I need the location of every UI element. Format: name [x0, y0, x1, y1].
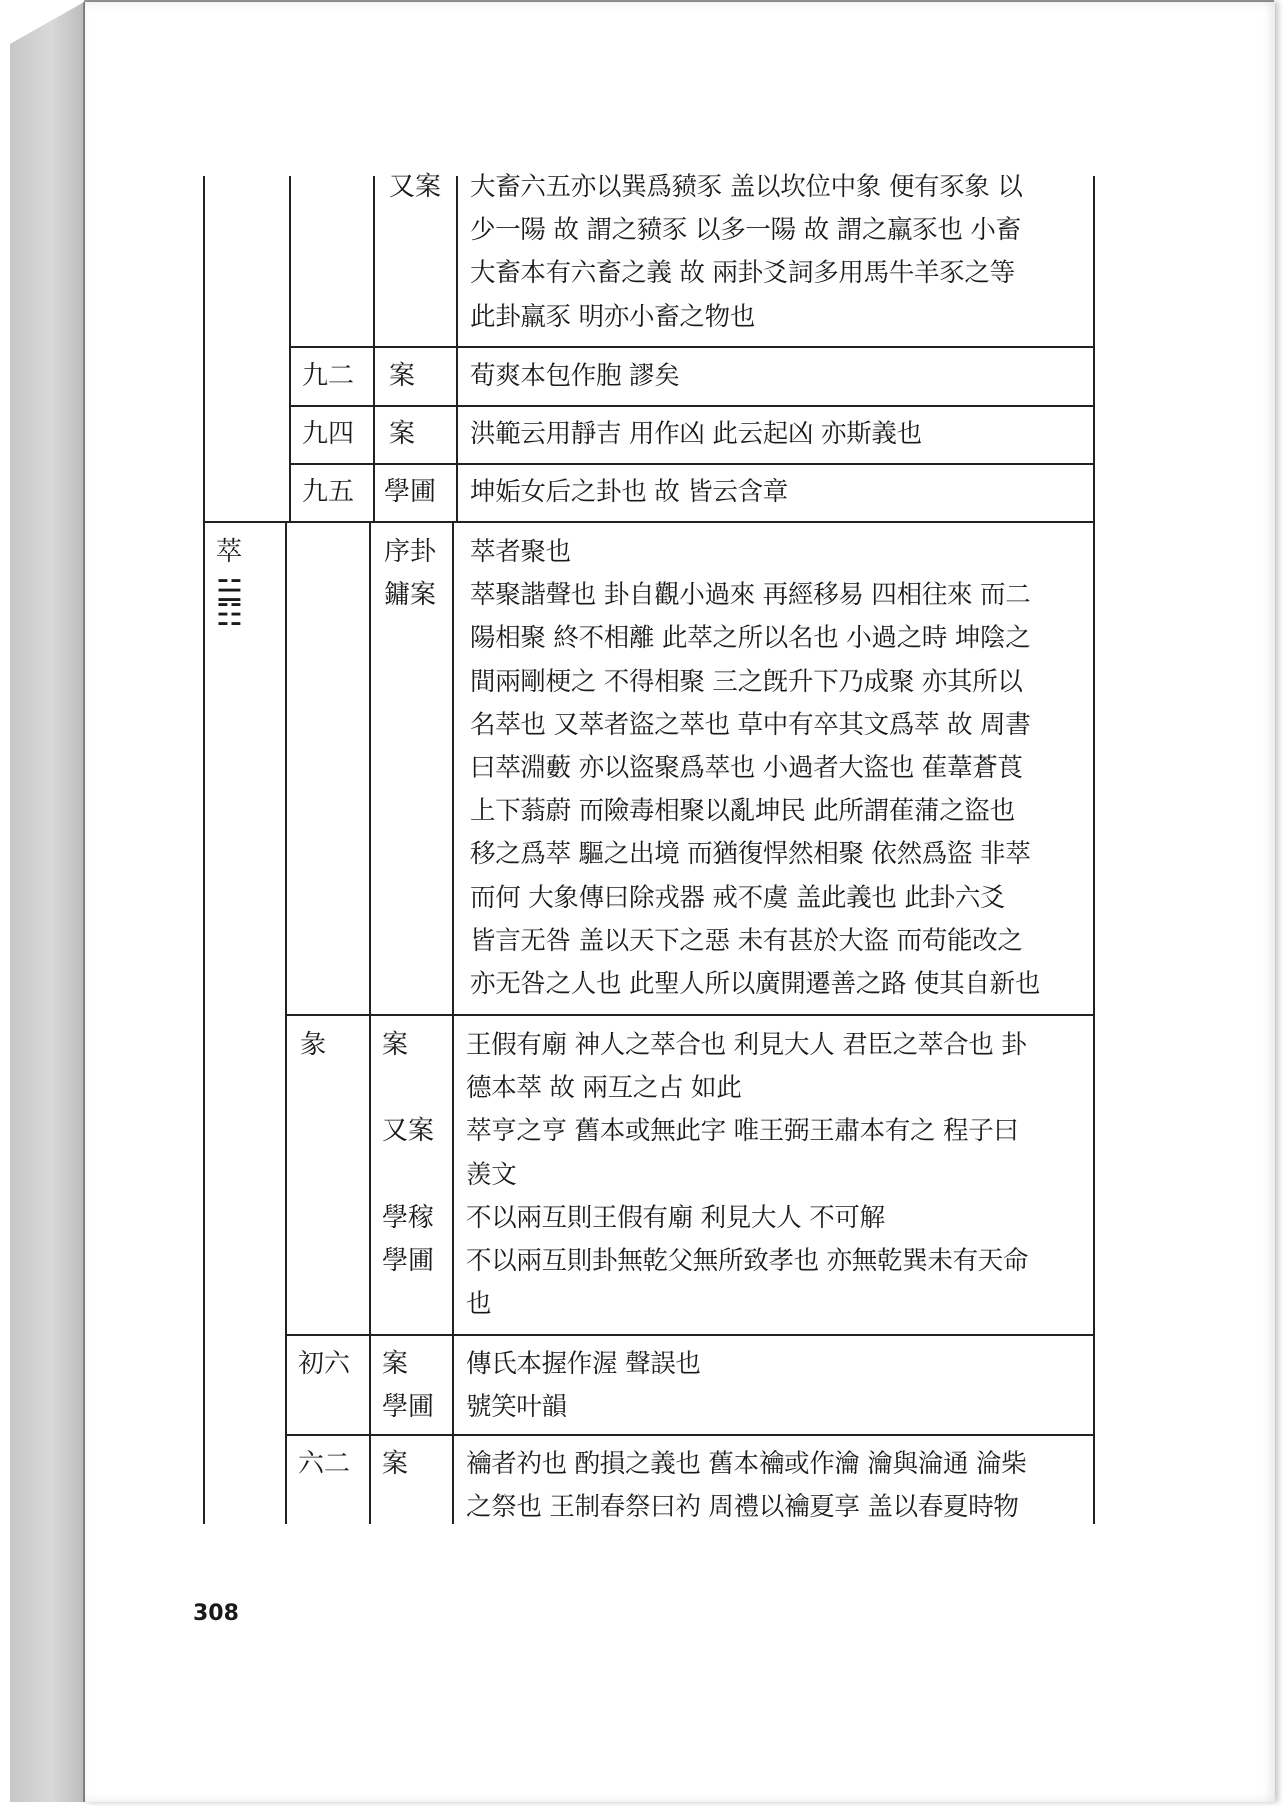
text-line: 荀爽本包作胞 謬矣 — [470, 361, 680, 391]
row-text-jiuer — [470, 355, 1100, 398]
text-line: 陽相聚 終不相離 此萃之所以名也 小過之時 坤陰之 — [470, 623, 1031, 654]
row-divider — [285, 1434, 1095, 1436]
text-line: 洪範云用靜吉 用作凶 此云起凶 亦斯義也 — [470, 419, 922, 449]
row-text-top — [470, 166, 1100, 339]
row-divider — [203, 521, 1095, 523]
text-line: 之祭也 王制春祭曰礿 周禮以禴夏享 盖以春夏時物 — [466, 1492, 1019, 1523]
row-sublabel-liuer: 案 — [382, 1449, 409, 1479]
text-line: 德本萃 故 兩互之占 如此 — [466, 1073, 742, 1104]
row-sublabel-top — [389, 166, 441, 209]
row-label-jiuwu: 九五 — [302, 477, 355, 507]
text-line: 名萃也 又萃者盜之萃也 草中有卒其文爲萃 故 周書 — [470, 709, 1031, 740]
text-line: 萃亨之亨 舊本或無此字 唯王弼王肅本有之 程子曰 — [466, 1116, 1019, 1147]
row-label-jiusi: 九四 — [302, 419, 355, 449]
hexagram-cui-symbol: ☱ ☷ — [216, 574, 243, 633]
column-divider-2-upper — [373, 176, 375, 522]
text-line: 不以兩互則卦無乾父無所致孝也 亦無乾巽未有天命 — [466, 1246, 1029, 1277]
text-line: 號笑叶韻 — [466, 1392, 567, 1423]
text-line: 間兩剛梗之 不得相聚 三之旣升下乃成聚 亦其所以 — [470, 666, 1023, 697]
sublabel-text: 鏞案 — [384, 580, 437, 610]
row-sublabel-tuan — [382, 1024, 434, 1283]
text-line: 此卦羸豕 明亦小畜之物也 — [470, 301, 756, 332]
column-divider-2-lower — [369, 522, 371, 1524]
text-line: 王假有廟 神人之萃合也 利見大人 君臣之萃合也 卦 — [466, 1030, 1027, 1060]
row-label-jiuer: 九二 — [302, 361, 355, 391]
row-divider — [289, 405, 1095, 407]
sublabel-text: 學圃 — [382, 1245, 435, 1276]
row-divider — [285, 1014, 1095, 1016]
text-line: 羡文 — [466, 1159, 517, 1190]
row-text-jiuwu — [470, 471, 1100, 514]
row-text-cui — [470, 531, 1100, 1006]
text-line: 大畜本有六畜之義 故 兩卦爻詞多用馬牛羊豕之等 — [470, 258, 1015, 289]
text-line: 皆言无咎 盖以天下之惡 未有甚於大盜 而苟能改之 — [470, 925, 1023, 956]
text-line: 萃者聚也 — [470, 537, 571, 567]
column-divider-1-lower — [285, 522, 287, 1524]
sublabel-spacer — [382, 1154, 434, 1197]
text-line: 坤姤女后之卦也 故 皆云含章 — [470, 477, 789, 507]
sublabel-spacer — [382, 1067, 434, 1110]
hexagram-name: 萃 — [216, 537, 243, 567]
text-line: 少一陽 故 謂之豮豕 以多一陽 故 謂之羸豕也 小畜 — [470, 215, 1021, 246]
column-divider-1-upper — [289, 176, 291, 522]
text-line: 曰萃淵藪 亦以盜聚爲萃也 小過者大盜也 萑葦蒼莨 — [470, 753, 1023, 784]
column-divider-3-upper — [456, 176, 458, 522]
text-line: 移之爲萃 驅之出境 而猶復悍然相聚 依然爲盜 非萃 — [470, 839, 1031, 870]
row-label-tuan: 彖 — [300, 1030, 327, 1060]
sublabel-text: 又案 — [389, 172, 442, 202]
row-sublabel-chuliu — [382, 1343, 434, 1429]
row-text-liuer — [466, 1443, 1096, 1529]
row-sublabel-jiusi: 案 — [389, 419, 416, 449]
sublabel-text: 學圃 — [382, 1392, 435, 1422]
row-text-jiusi — [470, 413, 1100, 456]
row-divider — [285, 1334, 1095, 1336]
row-text-chuliu — [466, 1343, 1096, 1429]
book-block-edge — [10, 2, 84, 1802]
row-sublabel-jiuwu: 學圃 — [384, 477, 437, 507]
sublabel-text: 案 — [382, 1030, 409, 1060]
table-left-border — [203, 176, 205, 1524]
row-label-liuer: 六二 — [298, 1449, 351, 1479]
text-line: 禴者礿也 酌損之義也 舊本禴或作瀹 瀹與淪通 淪柴 — [466, 1449, 1027, 1479]
row-sublabel-jiuer: 案 — [389, 361, 416, 391]
sublabel-text: 案 — [382, 1349, 409, 1379]
sublabel-text: 又案 — [382, 1116, 435, 1147]
row-label-chuliu: 初六 — [298, 1349, 351, 1379]
row-divider — [289, 346, 1095, 348]
sublabel-text: 序卦 — [384, 537, 437, 567]
text-line: 傳氏本握作渥 聲誤也 — [466, 1349, 701, 1379]
row-text-tuan — [466, 1024, 1096, 1326]
sublabel-text: 學稼 — [382, 1202, 435, 1233]
text-line: 亦无咎之人也 此聖人所以廣開遷善之路 使其自新也 — [470, 969, 1041, 1000]
text-line: 大畜六五亦以巽爲豮豕 盖以坎位中象 便有豕象 以 — [470, 172, 1023, 202]
text-line: 不以兩互則王假有廟 利見大人 不可解 — [466, 1202, 885, 1233]
row-sublabel-cui — [384, 531, 436, 617]
text-line: 也 — [466, 1289, 492, 1320]
column-divider-3-lower — [452, 522, 454, 1524]
text-line: 而何 大象傳曰除戎器 戒不虞 盖此義也 此卦六爻 — [470, 882, 1006, 913]
text-line: 上下蓊蔚 而險毒相聚以亂坤民 此所謂萑蒲之盜也 — [470, 796, 1015, 827]
text-line: 萃聚諧聲也 卦自觀小過來 再經移易 四相往來 而二 — [470, 580, 1031, 611]
row-divider — [289, 463, 1095, 465]
page-number: 308 — [193, 1601, 239, 1626]
